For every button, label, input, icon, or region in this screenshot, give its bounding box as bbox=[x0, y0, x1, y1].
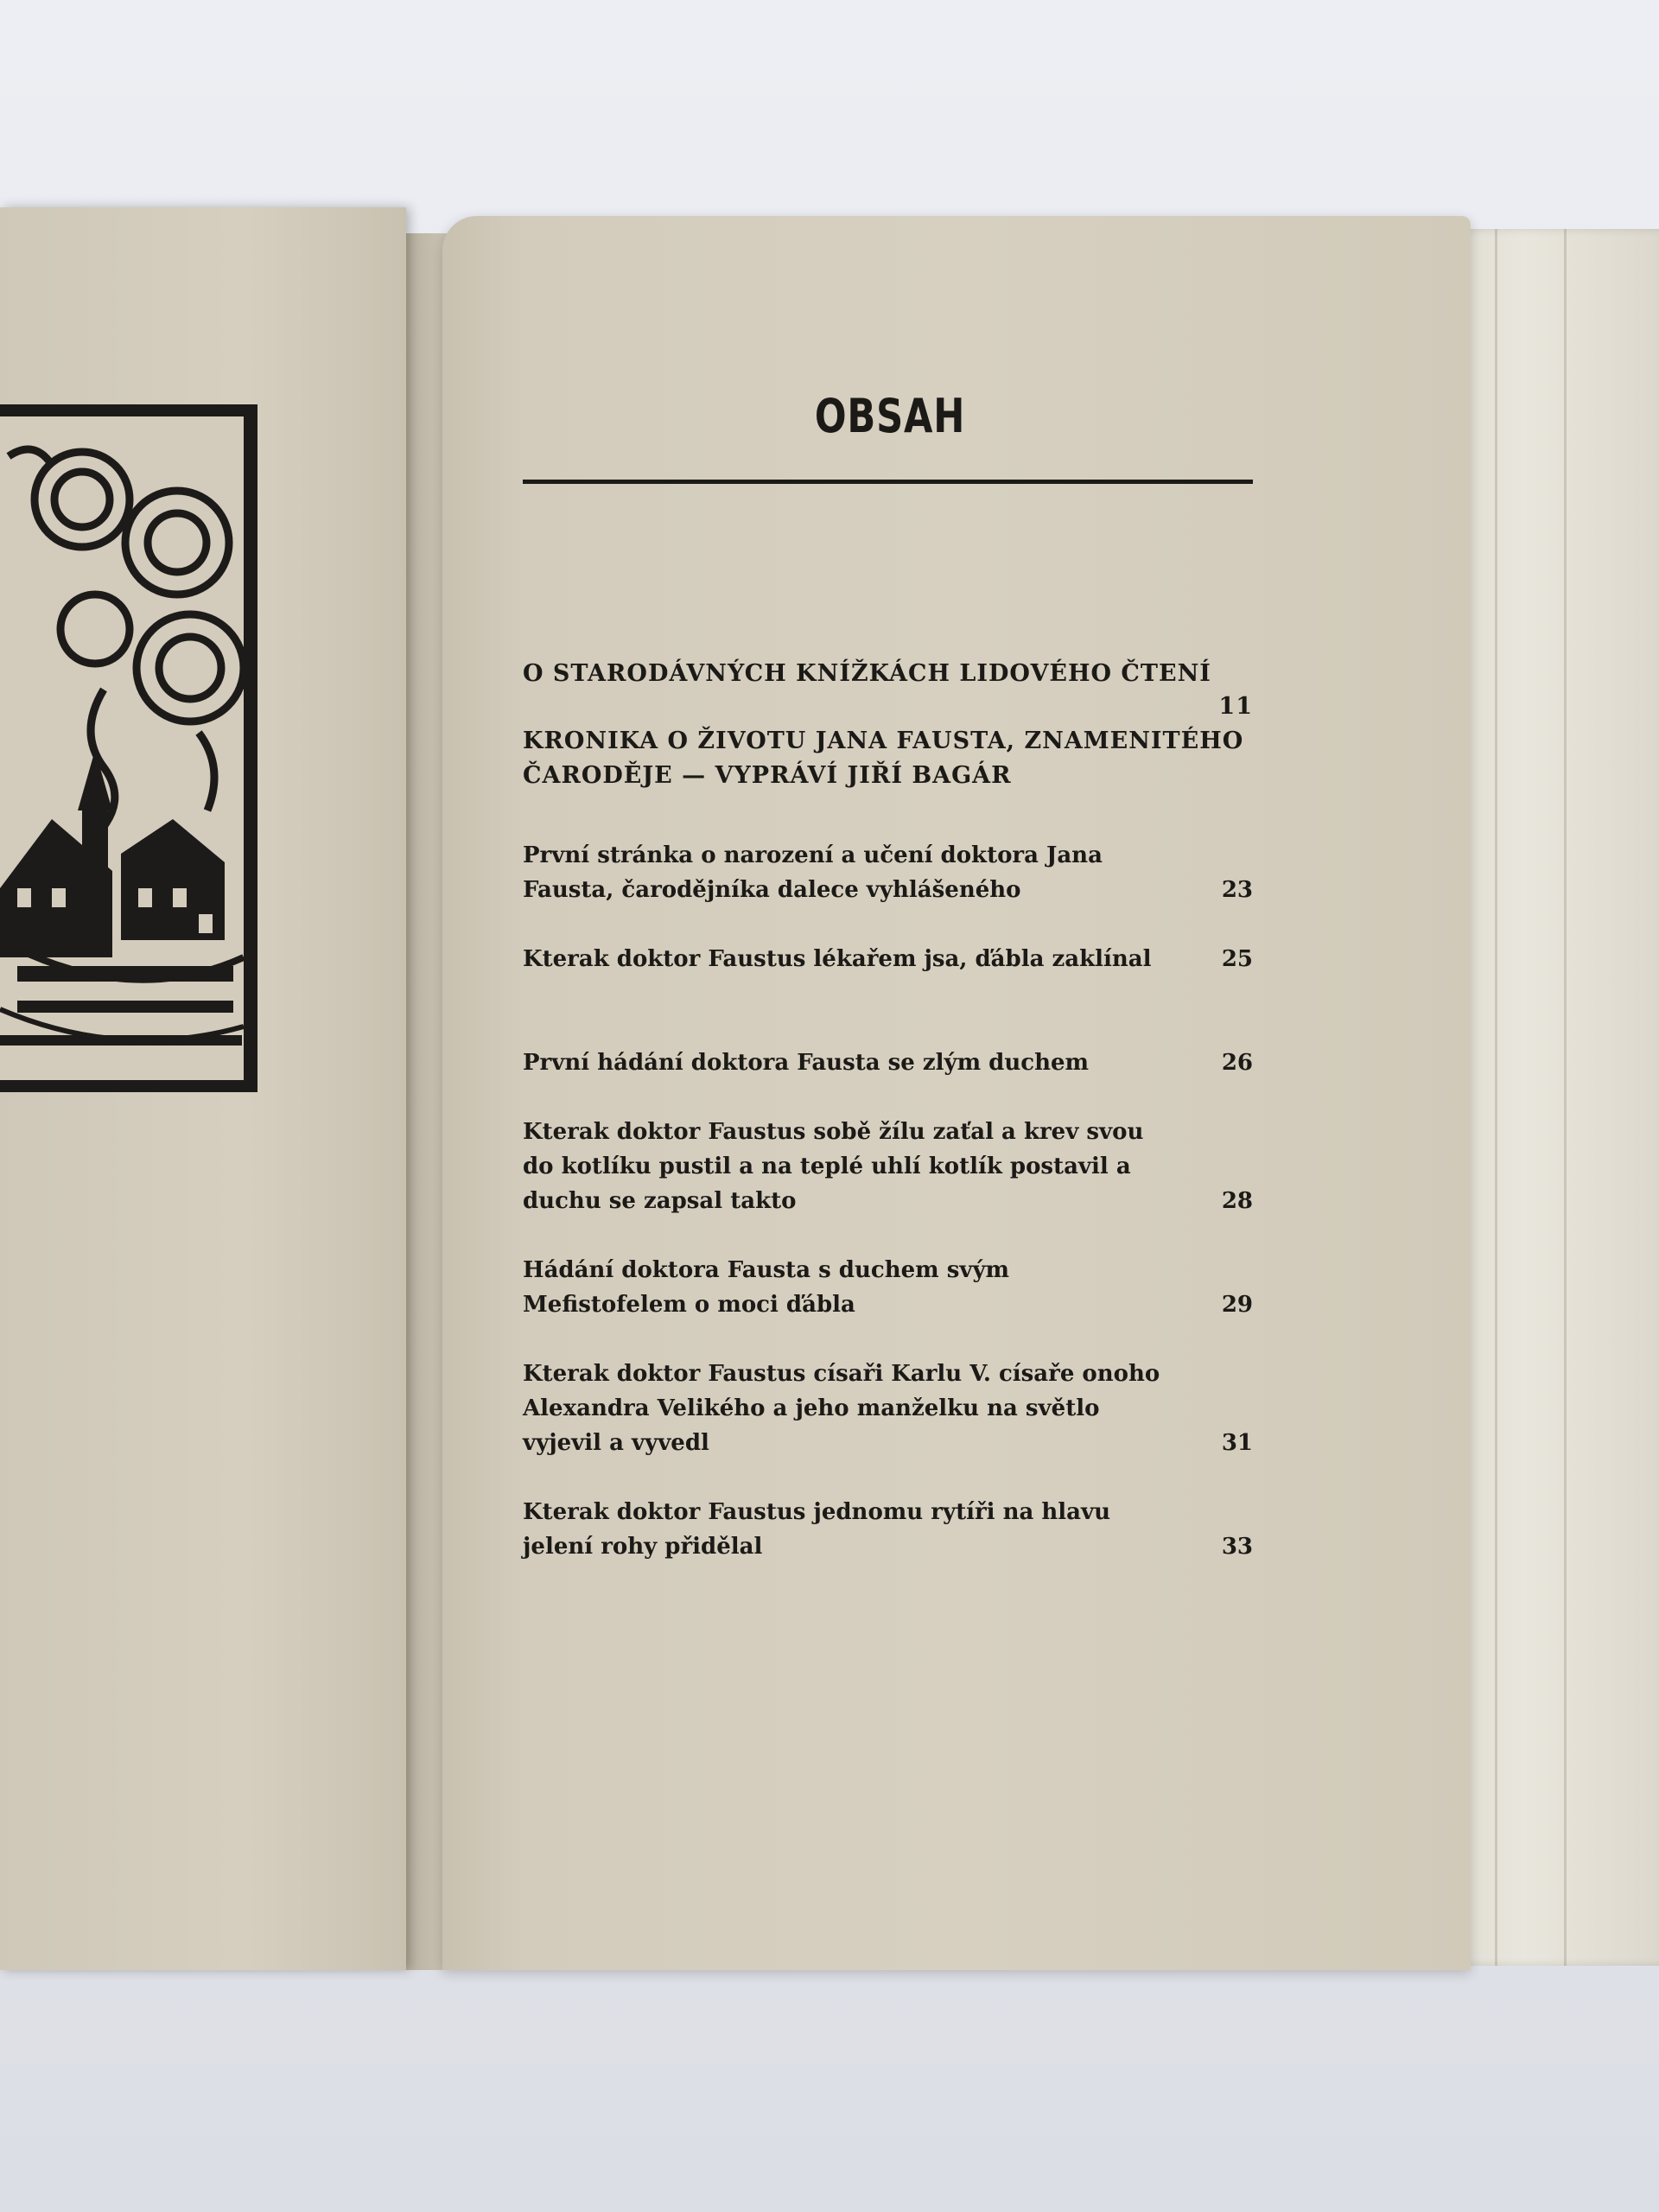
jacket-crease bbox=[1564, 229, 1567, 1966]
section-title: KRONIKA O ŽIVOTU JANA FAUSTA, ZNAMENITÉHO ČARODĚJE — VYPRÁVÍ JIŘÍ BAGÁR bbox=[523, 728, 1244, 789]
entry-page-number: 23 bbox=[1221, 877, 1253, 903]
toc-section bbox=[523, 657, 1253, 724]
toc-section bbox=[523, 724, 1257, 793]
section-page-number: 11 bbox=[1218, 693, 1253, 720]
toc-entry bbox=[523, 838, 1253, 907]
entry-page-number: 28 bbox=[1221, 1188, 1253, 1214]
toc-entry bbox=[523, 1115, 1253, 1218]
woodcut-illustration bbox=[0, 404, 257, 1092]
entry-title: Kterak doktor Faustus sobě žílu zaťal a krev svou do kotlíku pustil a na teplé uhlí kotlík postavil a duchu se zapsal takto bbox=[523, 1119, 1144, 1214]
woodcut-drawing bbox=[0, 404, 257, 1092]
entry-page-number: 26 bbox=[1221, 1050, 1253, 1076]
entry-page-number: 29 bbox=[1221, 1292, 1253, 1318]
toc-entry bbox=[523, 1046, 1253, 1080]
section-title: O STARODÁVNÝCH KNÍŽKÁCH LIDOVÉHO ČTENÍ bbox=[523, 660, 1211, 687]
toc-entry bbox=[523, 942, 1253, 976]
entry-page-number: 33 bbox=[1221, 1534, 1253, 1560]
toc-entry bbox=[523, 1253, 1253, 1322]
entry-page-number: 31 bbox=[1221, 1430, 1253, 1456]
entry-title: Hádání doktora Fausta s duchem svým Mefistofelem o moci ďábla bbox=[523, 1257, 1010, 1318]
toc-entry bbox=[523, 1495, 1253, 1564]
entry-title: Kterak doktor Faustus jednomu rytíři na hlavu jelení rohy přidělal bbox=[523, 1499, 1111, 1560]
entry-title: První hádání doktora Fausta se zlým duchem bbox=[523, 1050, 1090, 1076]
toc-entry bbox=[523, 1357, 1253, 1460]
page-title: OBSAH bbox=[814, 389, 966, 443]
entry-page-number: 25 bbox=[1221, 946, 1253, 972]
entry-title: Kterak doktor Faustus lékařem jsa, ďábla zaklínal bbox=[523, 946, 1152, 972]
title-rule bbox=[523, 480, 1253, 484]
entry-title: Kterak doktor Faustus císaři Karlu V. císaře onoho Alexandra Velikého a jeho manželku na světlo vyjevil a vyvedl bbox=[523, 1361, 1160, 1456]
entry-title: První stránka o narození a učení doktora Jana Fausta, čarodějníka dalece vyhlášeného bbox=[523, 842, 1103, 903]
jacket-crease bbox=[1495, 229, 1497, 1966]
